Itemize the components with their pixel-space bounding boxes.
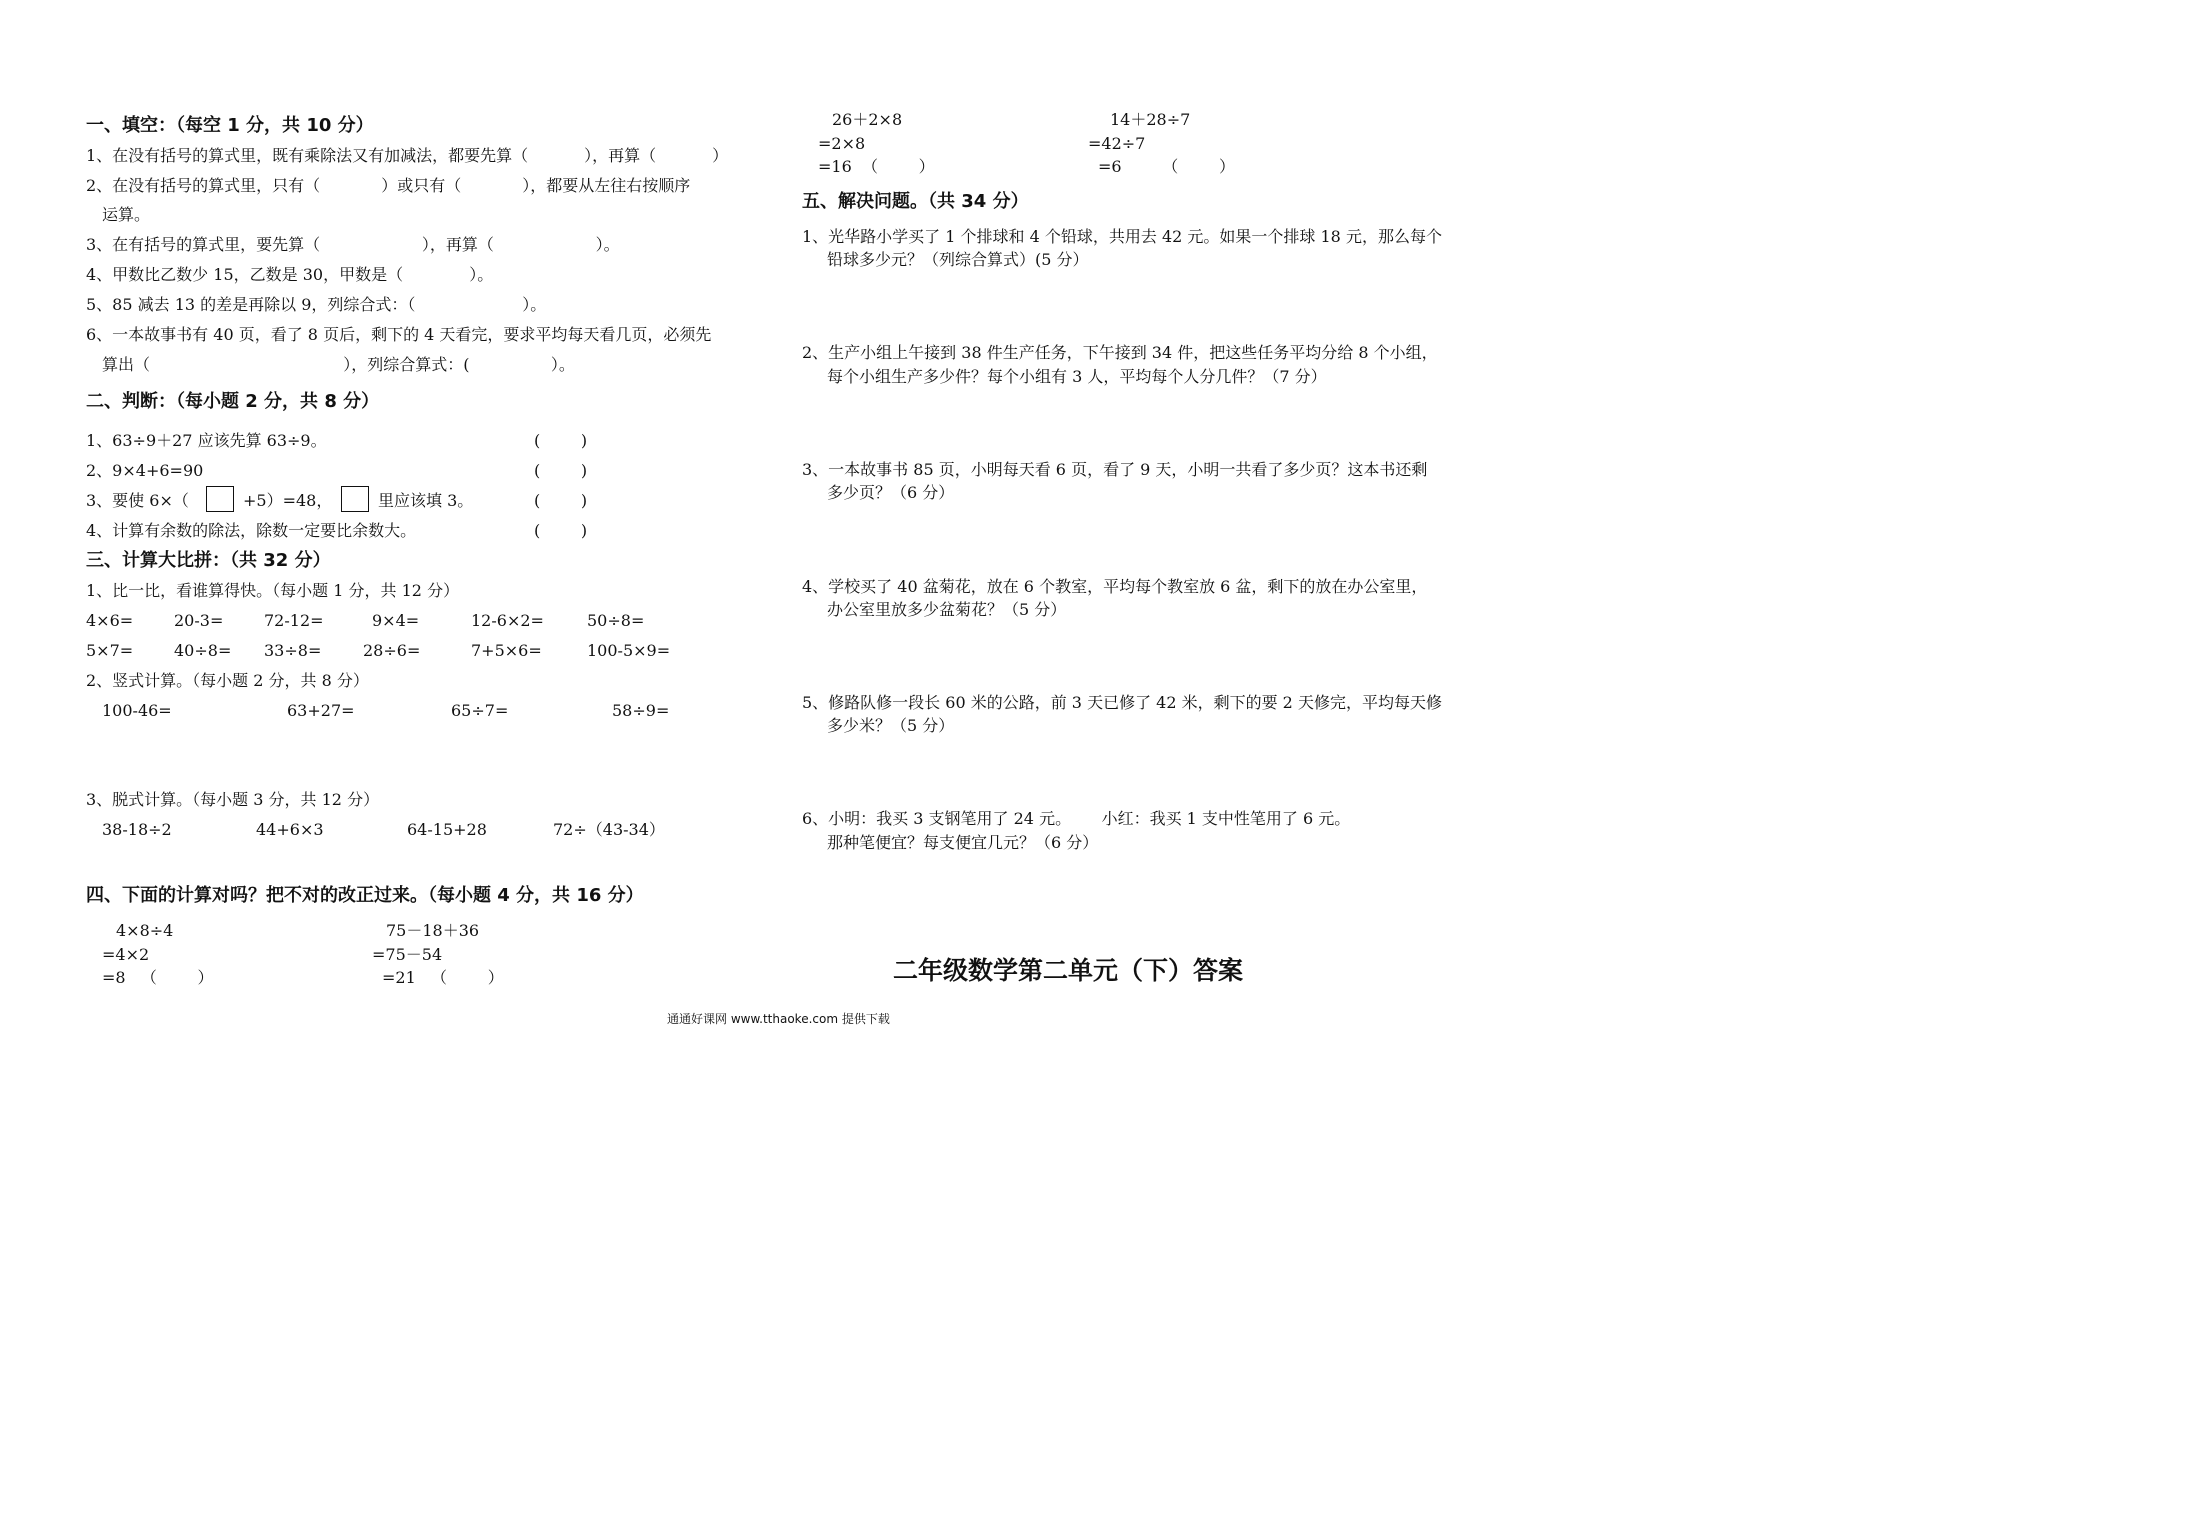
problem-1-line-1: 1、光华路小学买了 1 个排球和 4 个铅球，共用去 42 元。如果一个排球 18 元，那么每个 (802, 227, 1442, 246)
footer-source: 通通好课网 www.tthaoke.com 提供下载 (667, 1012, 890, 1026)
check-2-line-3: =21 （ ） (382, 968, 504, 987)
check-4-line-2: =42÷7 (1088, 134, 1146, 153)
problem-5-line-1: 5、修路队修一段长 60 米的公路，前 3 天已修了 42 米，剩下的要 2 天修完，平均每天修 (802, 693, 1442, 712)
check-4-line-1: 14＋28÷7 (1110, 110, 1191, 129)
fill-item-6: 6、一本故事书有 40 页，看了 8 页后，剩下的 4 天看完，要求平均每天看几页，必须先 (86, 325, 712, 344)
calc-q3-title: 3、脱式计算。（每小题 3 分，共 12 分） (86, 790, 380, 809)
calc-r2-c1: 5×7= (86, 641, 134, 660)
calc-r1-c5: 12-6×2= (471, 611, 544, 630)
vertical-3: 65÷7= (451, 701, 509, 720)
problem-3-line-1: 3、一本故事书 85 页，小明每天看 6 页，看了 9 天，小明一共看了多少页？这本书还剩 (802, 460, 1428, 479)
check-2-line-2: =75－54 (372, 945, 443, 964)
calc-r1-c6: 50÷8= (587, 611, 645, 630)
section-5-title: 五、解决问题。（共 34 分） (802, 191, 1029, 212)
judge-item-2: 2、9×4+6=90 (86, 461, 204, 480)
step-2: 44+6×3 (256, 820, 324, 839)
check-1-line-3: =8 （ ） (102, 968, 214, 987)
section-4-title: 四、下面的计算对吗？把不对的改正过来。（每小题 4 分，共 16 分） (86, 885, 644, 906)
fill-item-5: 5、85 减去 13 的差是再除以 9，列综合式：（ ）。 (86, 295, 547, 314)
fill-item-4: 4、甲数比乙数少 15，乙数是 30，甲数是（ ）。 (86, 265, 494, 284)
problem-4-line-1: 4、学校买了 40 盆菊花，放在 6 个教室，平均每个教室放 6 盆，剩下的放在办公室里， (802, 577, 1428, 596)
blank-box-2 (341, 486, 369, 512)
judge-item-4: 4、计算有余数的除法，除数一定要比余数大。 (86, 521, 417, 540)
problem-2-line-1: 2、生产小组上午接到 38 件生产任务，下午接到 34 件，把这些任务平均分给 8 个小组， (802, 343, 1438, 362)
problem-6-line-2: 那种笔便宜？每支便宜几元？（6 分） (827, 833, 1099, 852)
check-1-line-2: =4×2 (102, 945, 150, 964)
fill-item-1: 1、在没有括号的算式里，既有乘除法又有加减法，都要先算（ ），再算（ ） (86, 146, 729, 165)
problem-3-line-2: 多少页？（6 分） (827, 483, 955, 502)
problem-6-line-1: 6、小明：我买 3 支钢笔用了 24 元。 小红：我买 1 支中性笔用了 6 元。 (802, 809, 1351, 828)
vertical-2: 63+27= (287, 701, 355, 720)
judge-bracket-2: ( ) (534, 461, 588, 480)
fill-item-2-cont: 运算。 (102, 205, 151, 224)
calc-r2-c5: 7+5×6= (471, 641, 542, 660)
section-2-title: 二、判断：（每小题 2 分，共 8 分） (86, 391, 380, 412)
calc-r1-c3: 72-12= (264, 611, 324, 630)
section-3-title: 三、计算大比拼：（共 32 分） (86, 550, 331, 571)
check-3-line-2: =2×8 (818, 134, 866, 153)
judge-bracket-4: ( ) (534, 521, 588, 540)
check-4-line-3: =6 （ ） (1098, 157, 1235, 176)
calc-r1-c1: 4×6= (86, 611, 134, 630)
judge-item-3-part-c: 里应该填 3。 (378, 491, 474, 510)
judge-item-1: 1、63÷9＋27 应该先算 63÷9。 (86, 431, 327, 450)
section-1-title: 一、填空：（每空 1 分，共 10 分） (86, 115, 374, 136)
step-3: 64-15+28 (407, 820, 487, 839)
judge-item-3-part-b: +5）=48， (243, 491, 333, 510)
calc-r1-c2: 20-3= (174, 611, 224, 630)
problem-5-line-2: 多少米？（5 分） (827, 716, 955, 735)
step-1: 38-18÷2 (102, 820, 172, 839)
answer-title: 二年级数学第二单元（下）答案 (893, 956, 1244, 985)
calc-r2-c6: 100-5×9= (587, 641, 671, 660)
check-2-line-1: 75－18＋36 (386, 921, 480, 940)
judge-item-3-part-a: 3、要使 6×（ (86, 491, 189, 510)
problem-2-line-2: 每个小组生产多少件？每个小组有 3 人，平均每个人分几件？（7 分） (827, 367, 1327, 386)
vertical-4: 58÷9= (612, 701, 670, 720)
calc-r1-c4: 9×4= (372, 611, 420, 630)
problem-1-line-2: 铅球多少元？（列综合算式）(5 分） (827, 250, 1089, 269)
check-3-line-3: =16 （ ） (818, 157, 935, 176)
fill-item-3: 3、在有括号的算式里，要先算（ ），再算（ ）。 (86, 235, 620, 254)
calc-r2-c3: 33÷8= (264, 641, 322, 660)
check-3-line-1: 26＋2×8 (832, 110, 903, 129)
judge-bracket-1: ( ) (534, 431, 588, 450)
vertical-1: 100-46= (102, 701, 172, 720)
blank-box-1 (206, 486, 234, 512)
calc-q2-title: 2、竖式计算。（每小题 2 分，共 8 分） (86, 671, 369, 690)
calc-q1-title: 1、比一比，看谁算得快。（每小题 1 分，共 12 分） (86, 581, 460, 600)
step-4: 72÷（43-34） (553, 820, 665, 839)
calc-r2-c2: 40÷8= (174, 641, 232, 660)
fill-item-2: 2、在没有括号的算式里，只有（ ）或只有（ ），都要从左往右按顺序 (86, 176, 691, 195)
check-1-line-1: 4×8÷4 (116, 921, 174, 940)
calc-r2-c4: 28÷6= (363, 641, 421, 660)
fill-item-6-cont: 算出（ ），列综合算式：( ）。 (102, 355, 575, 374)
judge-bracket-3: ( ) (534, 491, 588, 510)
problem-4-line-2: 办公室里放多少盆菊花？（5 分） (827, 600, 1067, 619)
